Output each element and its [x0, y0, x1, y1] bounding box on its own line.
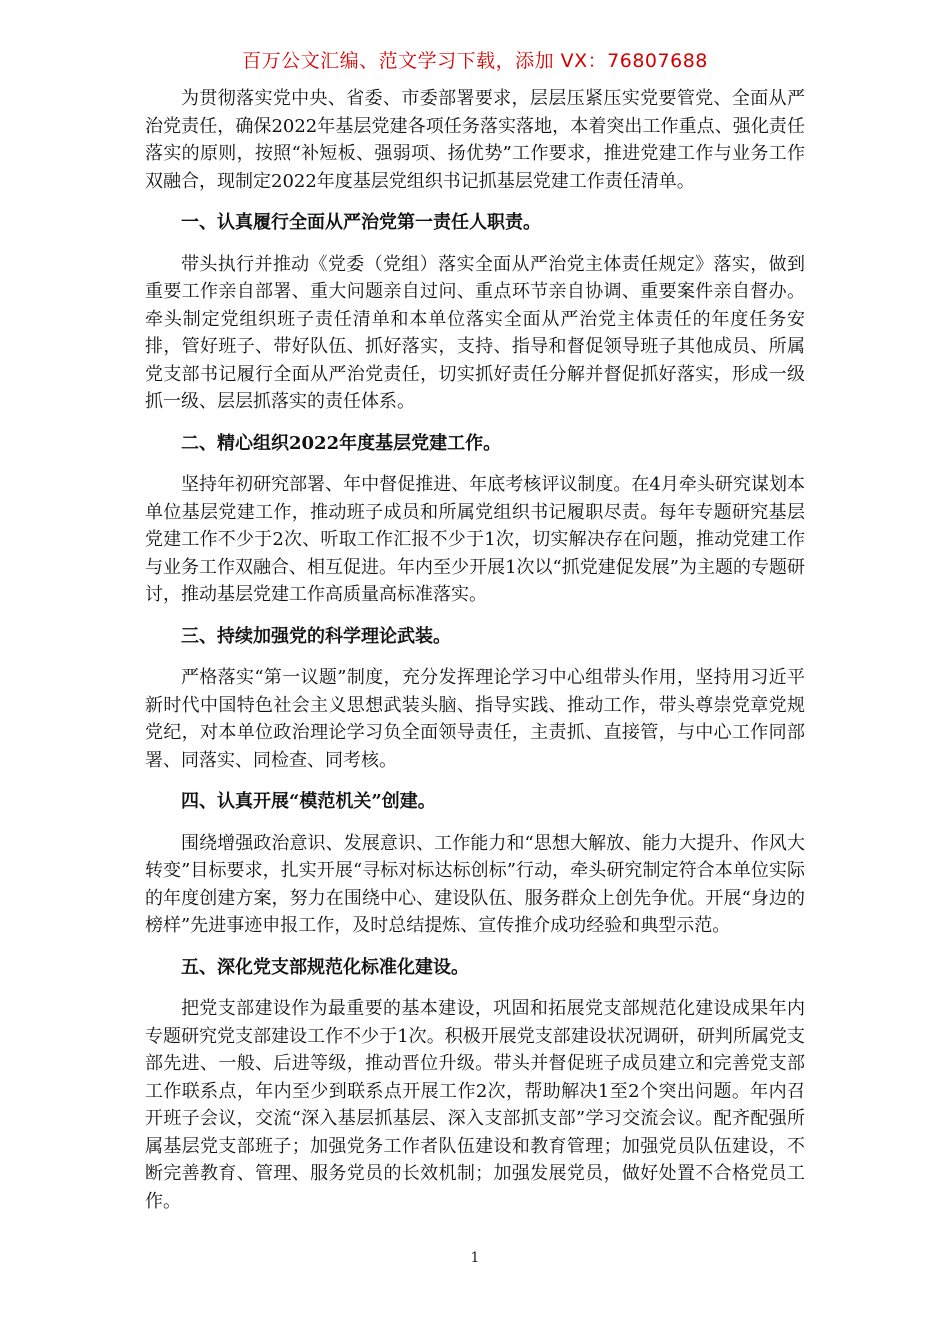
watermark-banner: 百万公文汇编、范文学习下载，添加 VX：76807688 [242, 50, 708, 72]
section-heading-2: 二、精心组织2022年度基层党建工作。 [181, 432, 502, 454]
intro-paragraph: 为贯彻落实党中央、省委、市委部署要求，层层压紧压实党要管党、全面从严治党责任，确保2022年基层党建各项任务落实落地，本着突出工作重点、强化责任落实的原则，按照“补短板、强弱项、扬优势”工作要求，推进党建工作与业务工作双融合，现制定2022年度基层党组织书记抓基层党建工作责任清单。 [145, 88, 805, 192]
section-body-2: 坚持年初研究部署、年中督促推进、年底考核评议制度。在4月牵头研究谋划本单位基层党建工作，推动班子成员和所属党组织书记履职尽责。每年专题研究基层党建工作不少于2次、听取工作汇报不少于1次，切实解决存在问题，推动党建工作与业务工作双融合、相互促进。年内至少开展1次以“抓党建促发展”为主题的专题研讨，推动基层党建工作高质量高标准落实。 [145, 474, 805, 605]
section-body-5: 把党支部建设作为最重要的基本建设，巩固和拓展党支部规范化建设成果年内专题研究党支部建设工作不少于1次。积极开展党支部建设状况调研，研判所属党支部先进、一般、后进等级，推动晋位升级。带头并督促班子成员建立和完善党支部工作联系点，年内至少到联系点开展工作2次，帮助解决1至2个突出问题。年内召开班子会议，交流“深入基层抓基层、深入支部抓支部”学习交流会议。配齐配强所属基层党支部班子；加强党务工作者队伍建设和教育管理；加强党员队伍建设，不断完善教育、管理、服务党员的长效机制；加强发展党员，做好处置不合格党员工作。 [145, 998, 805, 1212]
section-body-1: 带头执行并推动《党委（党组）落实全面从严治党主体责任规定》落实，做到重要工作亲自部署、重大问题亲自过问、重点环节亲自协调、重要案件亲自督办。牵头制定党组织班子责任清单和本单位落实全面从严治党主体责任的年度任务安排，管好班子、带好队伍、抓好落实，支持、指导和督促领导班子其他成员、所属党支部书记履行全面从严治党责任，切实抓好责任分解并督促抓好落实，形成一级抓一级、层层抓落实的责任体系。 [145, 253, 805, 412]
section-heading-5: 五、深化党支部规范化标准化建设。 [181, 956, 469, 978]
section-heading-4: 四、认真开展“模范机关”创建。 [181, 791, 436, 812]
section-body-3: 严格落实“第一议题”制度，充分发挥理论学习中心组带头作用，坚持用习近平新时代中国特色社会主义思想武装头脑、指导实践、推动工作，带头尊崇党章党规党纪，对本单位政治理论学习负全面领导责任，主责抓、直接管，与中心工作同部署、同落实、同检查、同考核。 [145, 667, 805, 771]
section-heading-1: 一、认真履行全面从严治党第一责任人职责。 [181, 212, 541, 233]
section-heading-3: 三、持续加强党的科学理论武装。 [181, 625, 451, 647]
section-body-4: 围绕增强政治意识、发展意识、工作能力和“思想大解放、能力大提升、作风大转变”目标要求，扎实开展“寻标对标达标创标”行动，牵头研究制定符合本单位实际的年度创建方案，努力在围绕中心、建设队伍、服务群众上创先争优。开展“身边的榜样”先进事迹申报工作，及时总结提炼、宣传推介成功经验和典型示范。 [145, 832, 805, 936]
page-number: 1 [470, 1250, 480, 1266]
document-body [145, 85, 805, 1229]
